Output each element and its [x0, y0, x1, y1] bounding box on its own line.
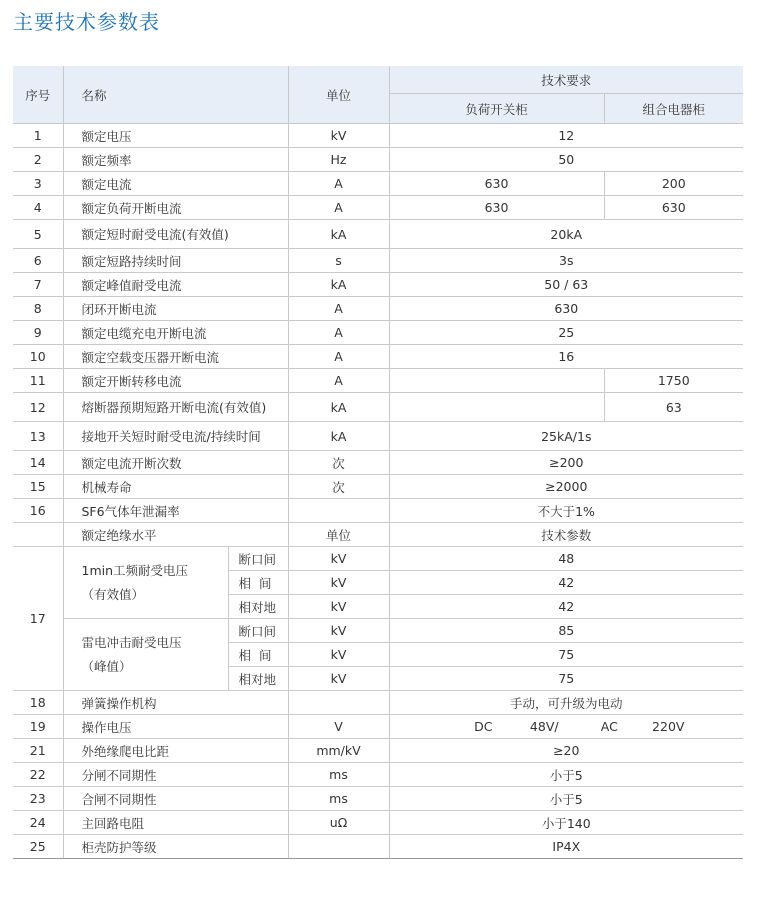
row-value-load-switch: 630 — [389, 172, 604, 196]
row-unit: Hz — [288, 148, 389, 172]
row-unit: kV — [288, 595, 389, 619]
row-seq: 3 — [13, 172, 63, 196]
row-value: 小于5 — [389, 763, 743, 787]
table-row — [13, 297, 743, 321]
row-name: 额定短路持续时间 — [63, 249, 288, 273]
row-seq: 10 — [13, 345, 63, 369]
row-seq: 18 — [13, 691, 63, 715]
row-value: 16 — [389, 345, 743, 369]
row-subname: 相对地 — [228, 595, 288, 619]
row-seq: 16 — [13, 499, 63, 523]
row-name: 额定短时耐受电流(有效值) — [63, 220, 288, 249]
group-label-line: 雷电冲击耐受电压 — [81, 634, 182, 650]
row-value — [389, 715, 743, 739]
row-unit — [288, 691, 389, 715]
table-row — [13, 811, 743, 835]
row-value: 不大于1% — [389, 499, 743, 523]
row-unit: kV — [288, 667, 389, 691]
row-unit: A — [288, 369, 389, 393]
group-label-line: 1min工频耐受电压 — [81, 562, 189, 578]
row-value: ≥200 — [389, 451, 743, 475]
row-value-load-switch — [389, 393, 604, 422]
table-row — [13, 220, 743, 249]
row-unit: A — [288, 172, 389, 196]
row-seq: 1 — [13, 124, 63, 148]
row-value: ≥20 — [389, 739, 743, 763]
table-row — [13, 739, 743, 763]
row-name: 分闸不同期性 — [63, 763, 288, 787]
row-seq: 24 — [13, 811, 63, 835]
row-value: 85 — [389, 619, 743, 643]
row-subname: 断口间 — [228, 547, 288, 571]
row-value: IP4X — [389, 835, 743, 859]
row-unit: kV — [288, 643, 389, 667]
row-unit: kV — [288, 571, 389, 595]
row-name: SF6气体年泄漏率 — [63, 499, 288, 523]
row-value: 48 — [389, 547, 743, 571]
table-row — [13, 172, 743, 196]
table-row — [13, 393, 743, 422]
row-unit: kA — [288, 220, 389, 249]
table-row — [13, 422, 743, 451]
row-name: 额定峰值耐受电流 — [63, 273, 288, 297]
row-value-combined: 1750 — [604, 369, 743, 393]
spec-table — [13, 66, 743, 859]
row-unit: V — [288, 715, 389, 739]
row-unit: kA — [288, 273, 389, 297]
row-name: 额定电流开断次数 — [63, 451, 288, 475]
row-seq: 11 — [13, 369, 63, 393]
row-seq: 9 — [13, 321, 63, 345]
table-row — [13, 124, 743, 148]
row-value: ≥2000 — [389, 475, 743, 499]
row-seq: 7 — [13, 273, 63, 297]
lightning-impulse-withstand-label — [63, 619, 228, 691]
row-value: 75 — [389, 643, 743, 667]
row-value: 42 — [389, 595, 743, 619]
row-unit: A — [288, 297, 389, 321]
row-value: 技术参数 — [389, 523, 743, 547]
table-row — [13, 499, 743, 523]
row-value: 50 — [389, 148, 743, 172]
table-row — [13, 619, 743, 643]
row-unit: kA — [288, 393, 389, 422]
row-value: 25kA/1s — [389, 422, 743, 451]
table-row — [13, 523, 743, 547]
row-name: 额定空载变压器开断电流 — [63, 345, 288, 369]
table-row — [13, 451, 743, 475]
row-value: 25 — [389, 321, 743, 345]
row-value: 小于140 — [389, 811, 743, 835]
row-subname: 相 间 — [228, 571, 288, 595]
row-value-combined: 630 — [604, 196, 743, 220]
dc-voltage: 48V/ — [529, 719, 559, 734]
row-seq: 23 — [13, 787, 63, 811]
row-value: 手动，可升级为电动 — [389, 691, 743, 715]
table-row — [13, 835, 743, 859]
row-subname: 相对地 — [228, 667, 288, 691]
row-unit — [288, 835, 389, 859]
header-name: 名称 — [63, 66, 288, 124]
row-name: 额定负荷开断电流 — [63, 196, 288, 220]
page-title: 主要技术参数表 — [13, 10, 160, 34]
row-seq: 2 — [13, 148, 63, 172]
table-row — [13, 321, 743, 345]
row-name: 接地开关短时耐受电流/持续时间 — [63, 422, 288, 451]
row-seq: 22 — [13, 763, 63, 787]
header-unit: 单位 — [288, 66, 389, 124]
row-seq: 19 — [13, 715, 63, 739]
row-subname: 相 间 — [228, 643, 288, 667]
row-unit: kV — [288, 547, 389, 571]
row-name: 机械寿命 — [63, 475, 288, 499]
row-unit: ms — [288, 787, 389, 811]
table-row — [13, 547, 743, 571]
row-unit: 单位 — [288, 523, 389, 547]
header-load-switch-cabinet: 负荷开关柜 — [389, 94, 604, 124]
row-name: 闭环开断电流 — [63, 297, 288, 321]
table-row — [13, 249, 743, 273]
ac-label: AC — [600, 719, 618, 734]
ac-voltage: 220V — [652, 719, 685, 734]
row-unit: A — [288, 321, 389, 345]
row-seq: 8 — [13, 297, 63, 321]
row-value: 42 — [389, 571, 743, 595]
row-name: 弹簧操作机构 — [63, 691, 288, 715]
row-name: 额定频率 — [63, 148, 288, 172]
row-name: 操作电压 — [63, 715, 288, 739]
row-seq: 4 — [13, 196, 63, 220]
row-value: 小于5 — [389, 787, 743, 811]
row-unit: 次 — [288, 475, 389, 499]
table-row — [13, 691, 743, 715]
row-name: 额定电压 — [63, 124, 288, 148]
table-row — [13, 148, 743, 172]
power-frequency-withstand-label — [63, 547, 228, 619]
row-name: 额定开断转移电流 — [63, 369, 288, 393]
header-requirement: 技术要求 — [389, 66, 743, 94]
row-seq: 6 — [13, 249, 63, 273]
table-row — [13, 273, 743, 297]
row-value: 75 — [389, 667, 743, 691]
header-seq: 序号 — [13, 66, 63, 124]
table-row — [13, 196, 743, 220]
row-seq — [13, 523, 63, 547]
row-seq: 17 — [13, 547, 63, 691]
row-name: 额定电流 — [63, 172, 288, 196]
row-name: 额定绝缘水平 — [63, 523, 288, 547]
row-name: 外绝缘爬电比距 — [63, 739, 288, 763]
table-row — [13, 787, 743, 811]
table-row — [13, 715, 743, 739]
row-unit: uΩ — [288, 811, 389, 835]
dc-label: DC — [474, 719, 493, 734]
row-unit: ms — [288, 763, 389, 787]
row-unit: 次 — [288, 451, 389, 475]
group-label-line: （峰值） — [81, 658, 132, 674]
row-unit: mm/kV — [288, 739, 389, 763]
row-value: 3s — [389, 249, 743, 273]
row-unit — [288, 499, 389, 523]
table-row — [13, 345, 743, 369]
row-unit: s — [288, 249, 389, 273]
row-value: 630 — [389, 297, 743, 321]
row-value-load-switch: 630 — [389, 196, 604, 220]
row-unit: A — [288, 196, 389, 220]
row-name: 合闸不同期性 — [63, 787, 288, 811]
row-seq: 15 — [13, 475, 63, 499]
row-unit: kV — [288, 619, 389, 643]
row-seq: 13 — [13, 422, 63, 451]
table-row — [13, 369, 743, 393]
group-label-line: （有效值） — [81, 586, 145, 602]
row-seq: 14 — [13, 451, 63, 475]
row-seq: 21 — [13, 739, 63, 763]
row-value: 20kA — [389, 220, 743, 249]
row-seq: 25 — [13, 835, 63, 859]
row-value-combined: 63 — [604, 393, 743, 422]
row-name: 主回路电阻 — [63, 811, 288, 835]
table-row — [13, 763, 743, 787]
row-unit: kA — [288, 422, 389, 451]
row-unit: kV — [288, 124, 389, 148]
row-name: 额定电缆充电开断电流 — [63, 321, 288, 345]
row-value: 50 / 63 — [389, 273, 743, 297]
row-value: 12 — [389, 124, 743, 148]
table-row — [13, 475, 743, 499]
row-value-combined: 200 — [604, 172, 743, 196]
row-seq: 12 — [13, 393, 63, 422]
row-value-load-switch — [389, 369, 604, 393]
row-subname: 断口间 — [228, 619, 288, 643]
row-name: 柜壳防护等级 — [63, 835, 288, 859]
row-seq: 5 — [13, 220, 63, 249]
row-name: 熔断器预期短路开断电流(有效值) — [63, 393, 288, 422]
header-combined-cabinet: 组合电器柜 — [604, 94, 743, 124]
row-unit: A — [288, 345, 389, 369]
